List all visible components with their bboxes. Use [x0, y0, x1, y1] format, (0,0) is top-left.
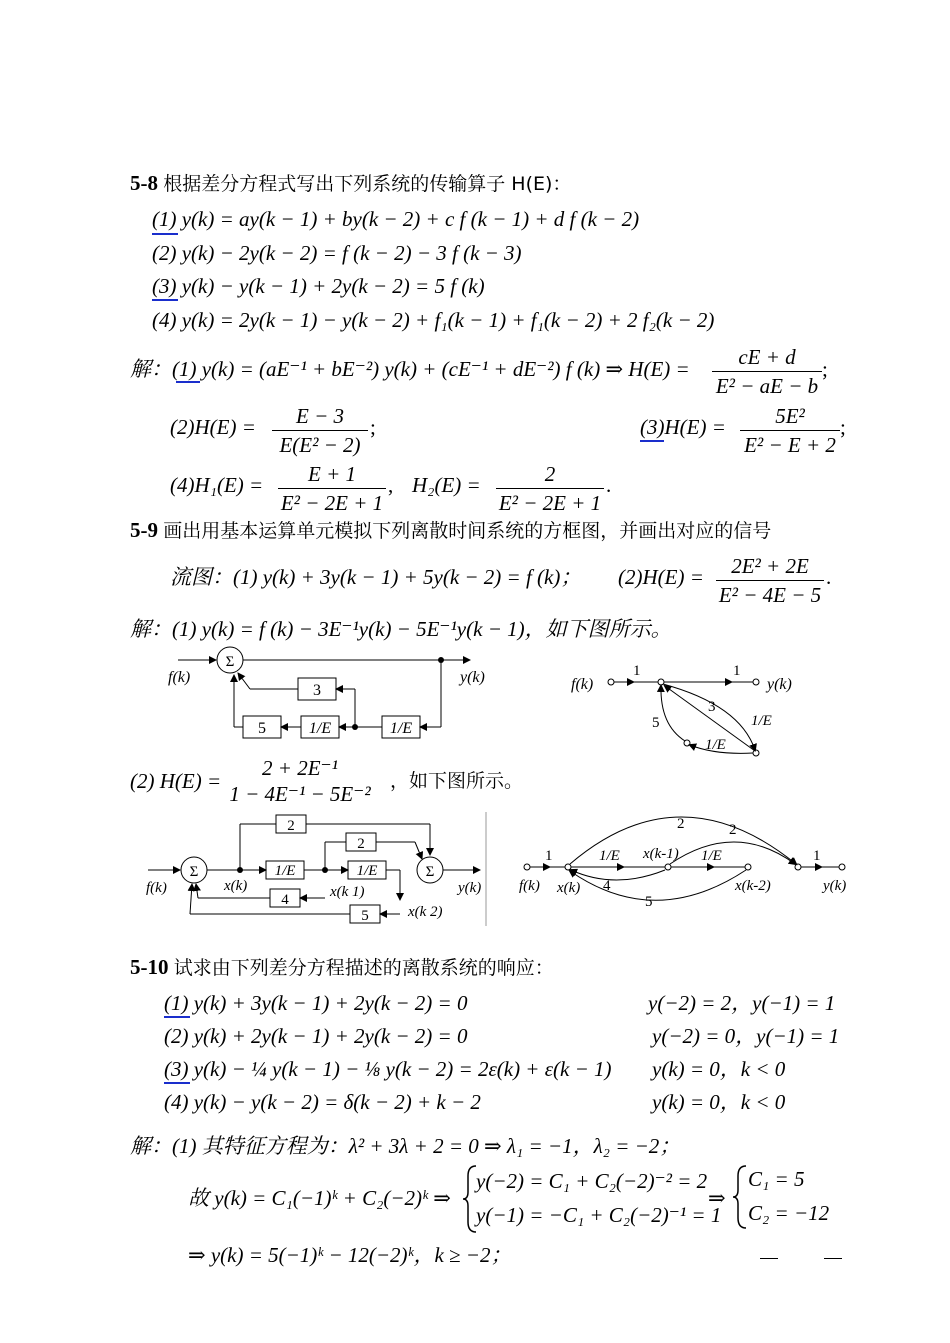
branch-4	[571, 870, 665, 880]
underline-mark	[152, 233, 178, 235]
denominator: E² − 4E − 5	[718, 583, 822, 607]
output-label: y(k)	[823, 878, 847, 894]
gain-label: 2	[287, 818, 295, 834]
wire	[196, 884, 198, 898]
gain-label: 5	[361, 908, 369, 924]
underline-mark	[176, 381, 200, 383]
semicolon: ;	[822, 357, 828, 381]
fraction-5-8-3	[740, 404, 840, 457]
branch-gain: 1/E	[701, 848, 722, 864]
fraction-5-9-2	[716, 554, 824, 607]
solution-5-8-4: (4)H₁(E) =	[170, 473, 264, 497]
numerator: 2	[544, 462, 556, 486]
branch-gain: 1	[813, 848, 821, 864]
output-label: y(k)	[767, 676, 792, 693]
sigma-label: Σ	[225, 654, 235, 670]
wire	[415, 842, 422, 859]
branch-gain: 2	[729, 822, 737, 838]
gain-label: 2	[357, 836, 365, 852]
branch-gain: 5	[645, 894, 653, 910]
problem-5-9-line2: 流图：(1) y(k) + 3y(k − 1) + 5y(k − 2) = f (k)；	[170, 565, 582, 589]
underline-mark	[164, 1082, 190, 1084]
equation-5-8-1: (1) y(k) = ay(k − 1) + by(k − 2) + c f (k − 1) + d f (k − 2)	[152, 207, 640, 231]
fraction-5-8-1	[712, 345, 822, 398]
wire	[190, 884, 192, 914]
branch-gain: 1/E	[705, 737, 726, 753]
underline-mark	[640, 440, 664, 442]
initial-condition-4: y(k) = 0，k < 0	[652, 1090, 786, 1114]
problem-5-9-h2: (2)H(E) =	[618, 565, 704, 589]
equation-5-8-2: (2) y(k) − 2y(k − 2) = f (k − 2) − 3 f (k − 3)	[152, 241, 522, 265]
solution-5-9-2-suffix: ，如下图所示。	[390, 770, 524, 792]
problem-5-9-heading	[130, 517, 771, 544]
branch-2b	[670, 842, 795, 864]
arrowhead	[815, 863, 823, 871]
node-label: x(k-2)	[735, 878, 771, 894]
delay-label: 1/E	[308, 720, 332, 737]
signal-flow-graph-1	[565, 655, 815, 765]
gain-label: 5	[258, 720, 266, 737]
numerator: cE + d	[738, 345, 796, 369]
solution-5-9-2: (2) H(E) =	[130, 769, 222, 793]
fraction-5-8-2	[272, 404, 368, 457]
branch-gain: 1	[733, 663, 741, 679]
problem-number: 5-10	[130, 955, 169, 979]
solution-5-8-1: 解：(1) y(k) = (aE⁻¹ + bE⁻²) y(k) + (cE⁻¹ + dE⁻²) f (k) ⇒ H(E) =	[130, 357, 690, 381]
branch-5	[661, 686, 685, 741]
arrowhead	[707, 863, 715, 871]
solution-5-10-3: ⇒ y(k) = 5(−1)ᵏ − 12(−2)ᵏ，k ≥ −2；	[188, 1243, 512, 1267]
output-label: y(k)	[460, 669, 485, 686]
footer-dash	[760, 1258, 778, 1259]
branch-gain: 3	[708, 699, 716, 715]
delay-label: 1/E	[389, 720, 413, 737]
solution-5-10-2: 故 y(k) = C₁(−1)ᵏ + C₂(−2)ᵏ ⇒	[188, 1186, 451, 1210]
denominator: E² − aE − b	[715, 374, 819, 398]
system-eq-a2: y(−1) = −C₁ + C₂(−2)⁻¹ = 1	[476, 1203, 722, 1227]
system-eq-b1: C₁ = 5	[748, 1167, 805, 1191]
node-label: x(k-1)	[643, 846, 679, 862]
denominator: E² − E + 2	[744, 433, 836, 457]
equation-5-10-2: (2) y(k) + 2y(k − 1) + 2y(k − 2) = 0	[164, 1024, 468, 1048]
output-label: y(k)	[458, 880, 482, 896]
input-label: f(k)	[146, 880, 167, 896]
branch-5	[570, 870, 746, 900]
numerator: E − 3	[296, 404, 344, 428]
block-diagram-1	[160, 645, 500, 745]
arrowhead	[617, 863, 625, 871]
arrowhead	[627, 678, 635, 686]
gain-label: 3	[313, 682, 321, 699]
node-yk	[839, 864, 845, 870]
equation-5-10-3: (3) y(k) − ¼ y(k − 1) − ⅛ y(k − 2) = 2ε(k) + ε(k − 1)	[164, 1057, 612, 1081]
node-label: x(k 1)	[330, 884, 365, 900]
delay-label: 1/E	[274, 863, 296, 879]
node-fk	[608, 679, 614, 685]
branch-gain: 2	[677, 816, 685, 832]
fraction-5-8-4b	[496, 462, 604, 515]
denominator: 1 − 4E⁻¹ − 5E⁻²	[229, 782, 371, 806]
numerator: 2 + 2E⁻¹	[262, 756, 338, 780]
comma: ,	[388, 473, 394, 497]
initial-condition-1: y(−2) = 2，y(−1) = 1	[648, 991, 836, 1015]
branch-gain: 1	[633, 663, 641, 679]
node-fk	[524, 864, 530, 870]
node-label: x(k)	[224, 878, 248, 894]
delay-label: 1/E	[356, 863, 378, 879]
denominator: E² − 2E + 1	[498, 491, 602, 515]
period: .	[606, 473, 612, 497]
solution-5-8-2: (2)H(E) =	[170, 415, 256, 439]
problem-5-8-heading	[130, 170, 571, 197]
input-label: f(k)	[519, 878, 540, 894]
numerator: 2E² + 2E	[731, 554, 809, 578]
system-eq-a1: y(−2) = C₁ + C₂(−2)⁻² = 2	[476, 1169, 708, 1193]
period: .	[826, 565, 832, 589]
equation-5-8-4: (4) y(k) = 2y(k − 1) − y(k − 2) + f₁(k − 1) + f₁(k − 2) + 2 f₂(k − 2)	[152, 308, 715, 332]
gain-label: 4	[281, 892, 289, 908]
block-diagram-2	[140, 810, 492, 928]
solution-5-9-1: 解：(1) y(k) = f (k) − 3E⁻¹y(k) − 5E⁻¹y(k − 1)，如下图所示。	[130, 617, 672, 641]
equation-5-10-1: (1) y(k) + 3y(k − 1) + 2y(k − 2) = 0	[164, 991, 468, 1015]
system-eq-b2: C₂ = −12	[748, 1201, 830, 1225]
sigma-label: Σ	[425, 864, 435, 880]
problem-number: 5-9	[130, 518, 158, 542]
input-label: f(k)	[168, 669, 191, 686]
signal-flow-graph-2	[515, 800, 860, 918]
problem-title: 试求由下列差分方程描述的离散系统的响应：	[173, 957, 554, 979]
semicolon: ;	[840, 415, 846, 439]
branch-gain: 1/E	[599, 848, 620, 864]
node-label: x(k)	[557, 880, 581, 896]
implies-arrow: ⇒	[708, 1186, 726, 1210]
branch-gain: 1	[545, 848, 553, 864]
denominator: E(E² − 2)	[279, 433, 361, 457]
problem-title: 画出用基本运算单元模拟下列离散时间系统的方框图，并画出对应的信号	[163, 520, 772, 542]
node-yk	[753, 679, 759, 685]
solution-5-8-3: (3)H(E) =	[640, 415, 726, 439]
underline-mark	[152, 299, 178, 301]
denominator: E² − 2E + 1	[280, 491, 384, 515]
problem-title: 根据差分方程式写出下列系统的传输算子 H(E)：	[163, 173, 572, 195]
equation-5-10-4: (4) y(k) − y(k − 2) = δ(k − 2) + k − 2	[164, 1090, 481, 1114]
wire	[238, 673, 250, 689]
branch-gain: 1/E	[751, 713, 772, 729]
sigma-label: Σ	[189, 864, 199, 880]
arrowhead	[543, 863, 551, 871]
numerator: 5E²	[775, 404, 805, 428]
problem-number: 5-8	[130, 171, 158, 195]
initial-condition-3: y(k) = 0，k < 0	[652, 1057, 786, 1081]
node-label: x(k 2)	[408, 904, 443, 920]
problem-5-10-heading	[130, 954, 554, 981]
node-3	[753, 750, 759, 756]
input-label: f(k)	[571, 676, 594, 693]
numerator: E + 1	[308, 462, 356, 486]
semicolon: ;	[370, 415, 376, 439]
arrowhead	[725, 678, 733, 686]
left-brace-2	[732, 1164, 748, 1230]
solution-5-8-4b: H₂(E) =	[412, 473, 481, 497]
initial-condition-2: y(−2) = 0，y(−1) = 1	[652, 1024, 840, 1048]
branch-gain: 4	[603, 878, 611, 894]
footer-dash	[824, 1258, 842, 1259]
fraction-5-9-sol2	[228, 756, 372, 806]
solution-5-10-1: 解：(1) 其特征方程为：λ² + 3λ + 2 = 0 ⇒ λ₁ = −1，λ₂ = −2；	[130, 1134, 681, 1158]
node-sum	[795, 864, 801, 870]
branch-gain: 5	[652, 715, 660, 731]
node-xk2	[745, 864, 751, 870]
underline-mark	[164, 1016, 190, 1018]
node-xk1	[665, 864, 671, 870]
fraction-5-8-4a	[278, 462, 386, 515]
node-xk	[565, 864, 571, 870]
equation-5-8-3: (3) y(k) − y(k − 1) + 2y(k − 2) = 5 f (k)	[152, 274, 485, 298]
